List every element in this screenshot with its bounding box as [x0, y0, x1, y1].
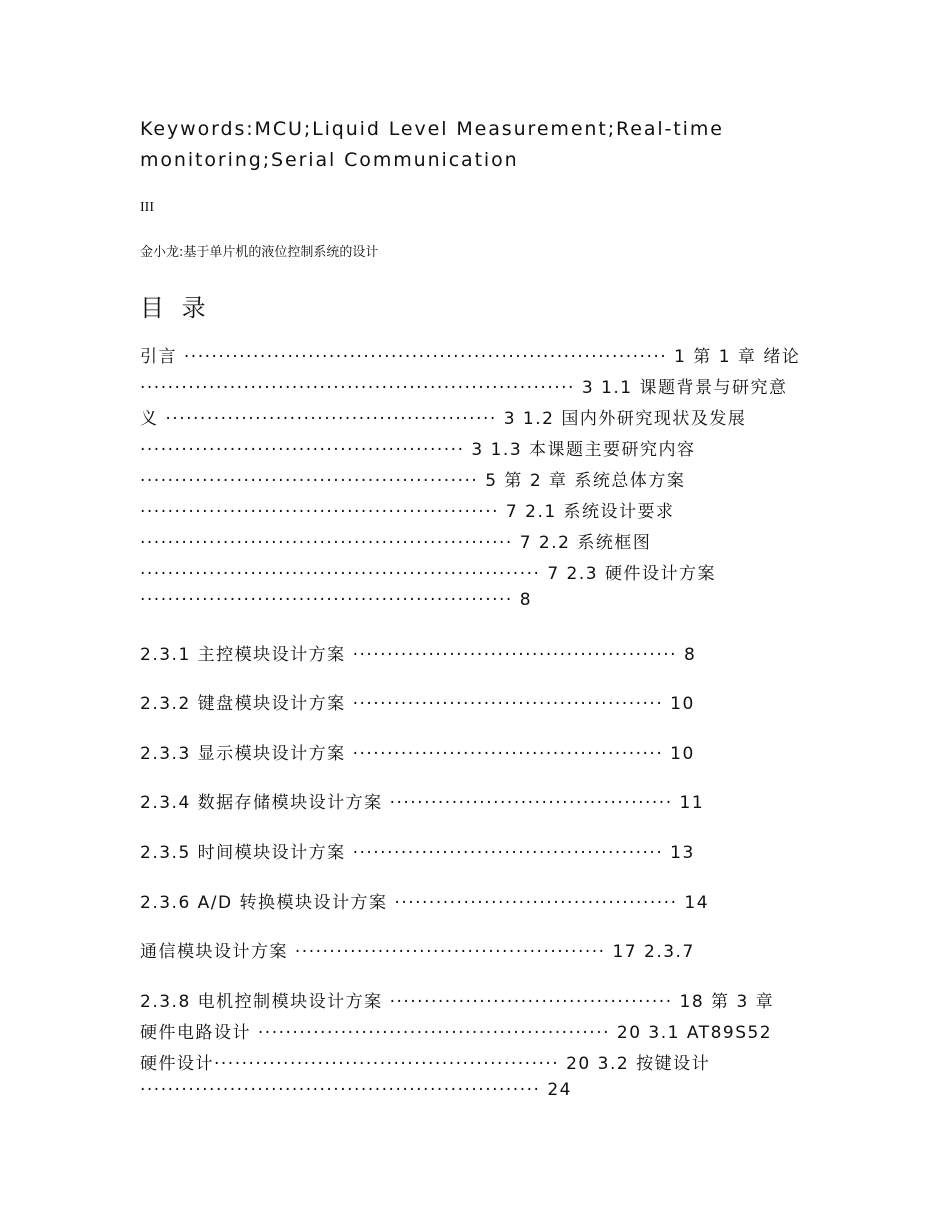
running-header: 金小龙:基于单片机的液位控制系统的设计 [140, 245, 379, 260]
toc-line[interactable]: 义 ················································ 3 1.2 国内外研究现状及发展 [140, 409, 747, 429]
toc-line[interactable]: ···················································· 7 2.1 系统设计要求 [140, 502, 675, 522]
toc-line[interactable]: 2.3.8 电机控制模块设计方案 ········································· 18 第 3 章 [140, 992, 775, 1012]
toc-entry[interactable]: 2.3.1 主控模块设计方案 ··············································· 8 [140, 645, 697, 665]
toc-entry[interactable]: 2.3.2 键盘模块设计方案 ············································· 10 [140, 694, 695, 714]
keywords-line-1: Keywords:MCU;Liquid Level Measurement;Real-time [140, 118, 724, 140]
toc-line[interactable]: ················································· 5 第 2 章 系统总体方案 [140, 471, 686, 491]
toc-line[interactable]: 硬件设计·················································· 20 3.2 按键设计 [140, 1054, 711, 1074]
toc-title: 目 录 [140, 294, 211, 322]
toc-line[interactable]: ······················································ 8 [140, 590, 533, 610]
toc-line[interactable]: ······························································· 3 1.1 课题背景与研究意 [140, 378, 788, 398]
toc-line[interactable]: ······················································ 7 2.2 系统框图 [140, 533, 652, 553]
toc-entry[interactable]: 2.3.4 数据存储模块设计方案 ········································· 11 [140, 793, 705, 813]
toc-line[interactable]: ·························································· 24 [140, 1080, 572, 1100]
toc-entry[interactable]: 2.3.6 A/D 转换模块设计方案 ········································· 14 [140, 893, 710, 913]
toc-entry[interactable]: 通信模块设计方案 ············································· 17 2.3.7 [140, 942, 695, 962]
toc-line[interactable]: ·························································· 7 2.3 硬件设计方案 [140, 564, 716, 584]
toc-line[interactable]: ··············································· 3 1.3 本课题主要研究内容 [140, 440, 696, 460]
toc-line[interactable]: 硬件电路设计 ··················································· 20 3.1 AT89S52 [140, 1023, 773, 1043]
toc-entry[interactable]: 2.3.5 时间模块设计方案 ············································· 13 [140, 843, 695, 863]
keywords-line-2: monitoring;Serial Communication [140, 149, 519, 171]
toc-line[interactable]: 引言 ······································································ 1 第 1 章 绪论 [140, 347, 801, 367]
page-number: III [140, 200, 154, 215]
toc-entry[interactable]: 2.3.3 显示模块设计方案 ············································· 10 [140, 744, 695, 764]
